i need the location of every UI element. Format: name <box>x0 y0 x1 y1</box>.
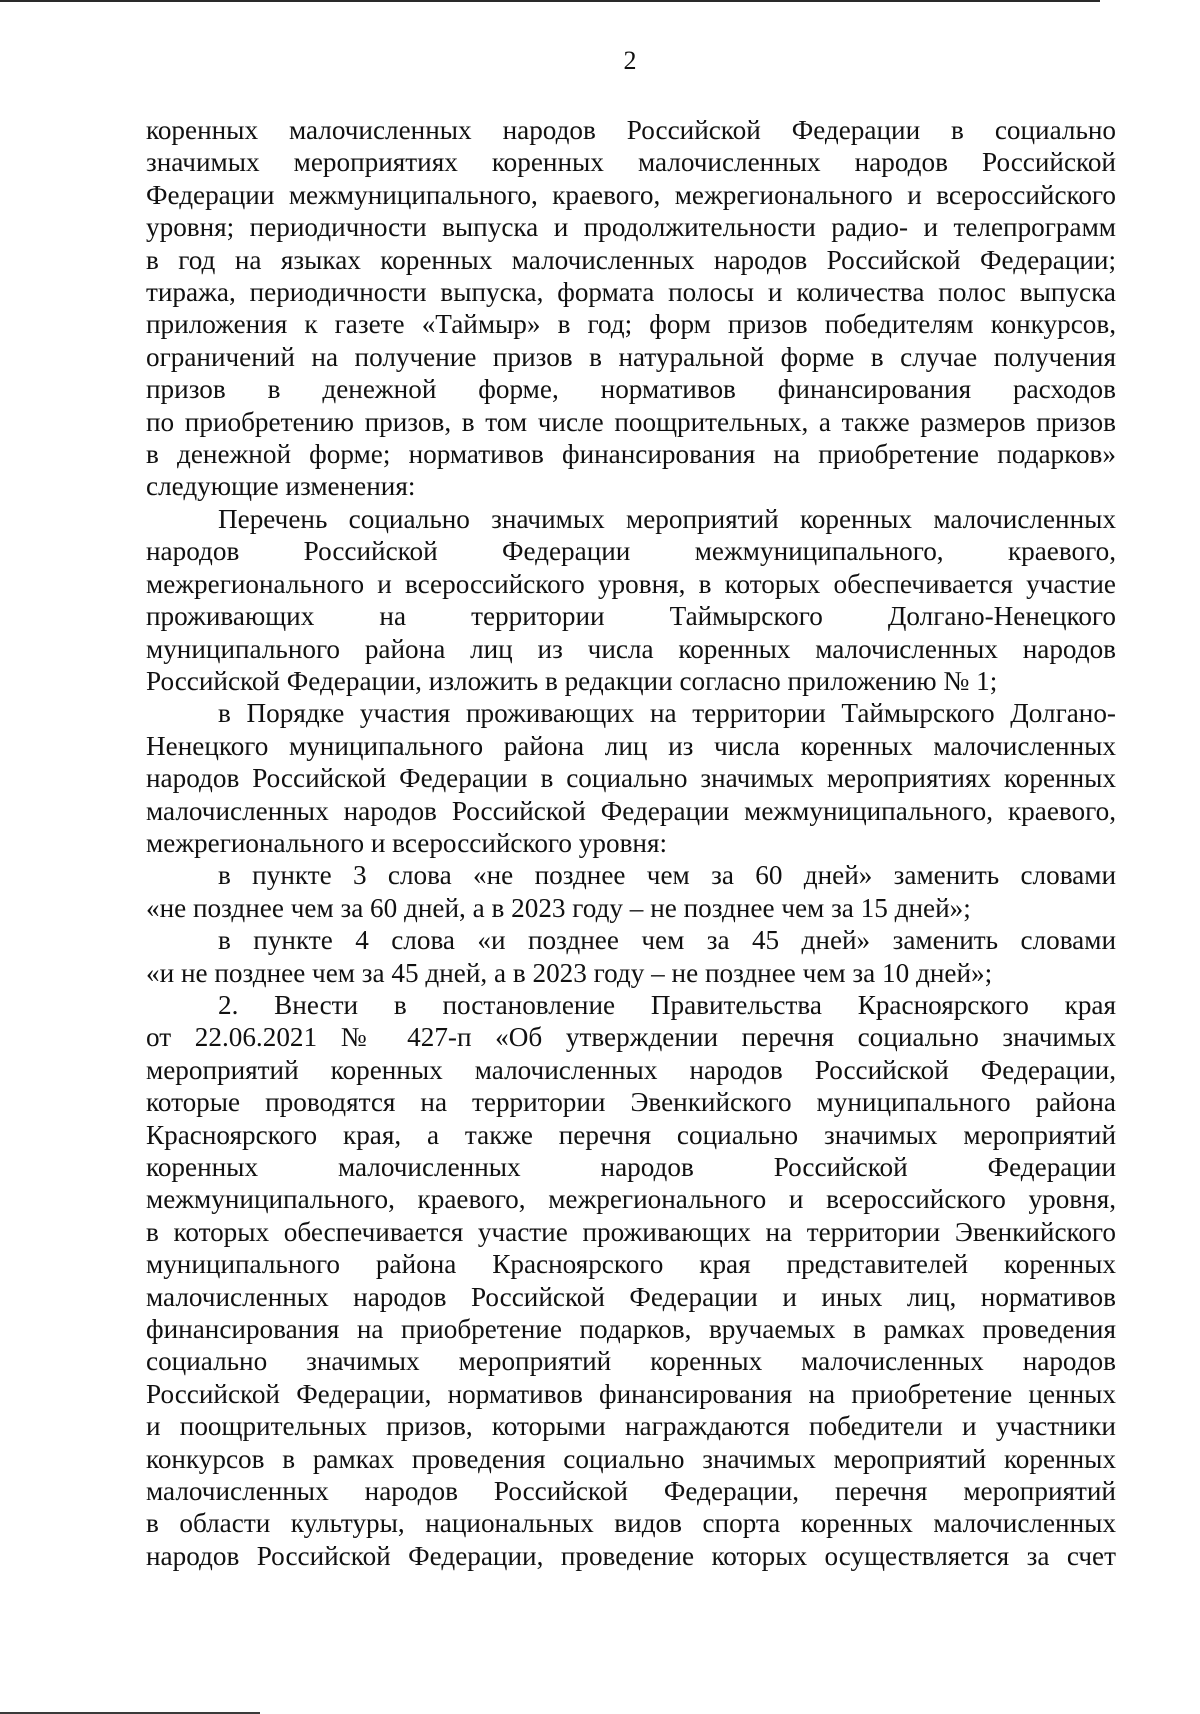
text-line: народов Российской Федерации межмуниципального, краевого, <box>146 536 1116 567</box>
text-line: которые проводятся на территории Эвенкийского муниципального района <box>146 1087 1116 1118</box>
text-line: Красноярского края, а также перечня социально значимых мероприятий <box>146 1119 1116 1150</box>
document-body <box>146 114 1116 1572</box>
text-line: малочисленных народов Российской Федерации и иных лиц, нормативов <box>146 1281 1116 1312</box>
text-line: Российской Федерации, изложить в редакции согласно приложению № 1; <box>146 665 998 696</box>
text-line: в денежной форме; нормативов финансирования на приобретение подарков» <box>146 439 1116 470</box>
text-line: уровня; периодичности выпуска и продолжительности радио- и телепрограмм <box>146 212 1116 243</box>
text-line: коренных малочисленных народов Российской Федерации <box>146 1152 1116 1182</box>
text-line: проживающих на территории Таймырского Долгано-Ненецкого <box>146 601 1116 632</box>
text-line: финансирования на приобретение подарков, вручаемых в рамках проведения <box>146 1314 1116 1345</box>
text-line: социально значимых мероприятий коренных малочисленных народов <box>146 1346 1116 1377</box>
text-line: народов Российской Федерации в социально значимых мероприятиях коренных <box>146 763 1116 794</box>
text-line: мероприятий коренных малочисленных народов Российской Федерации, <box>146 1054 1116 1085</box>
text-line: призов в денежной форме, нормативов финансирования расходов <box>146 374 1116 405</box>
scan-edge-top <box>0 0 1100 2</box>
text-line: межрегионального и всероссийского уровня, в которых обеспечивается участие <box>146 568 1116 599</box>
text-line: значимых мероприятиях коренных малочисленных народов Российской <box>146 147 1116 178</box>
text-line: и поощрительных призов, которыми награждаются победители и участники <box>146 1411 1116 1442</box>
text-line: малочисленных народов Российской Федерации, перечня мероприятий <box>146 1476 1116 1507</box>
paragraph-first-line: Перечень социально значимых мероприятий коренных малочисленных <box>218 503 1116 534</box>
page-number: 2 <box>623 46 637 75</box>
text-line: «не позднее чем за 60 дней, а в 2023 году – не позднее чем за 15 дней»; <box>146 892 971 923</box>
text-line: следующие изменения: <box>146 471 416 502</box>
text-line: Федерации межмуниципального, краевого, межрегионального и всероссийского <box>146 179 1116 210</box>
text-line: Ненецкого муниципального района лиц из числа коренных малочисленных <box>146 730 1116 761</box>
paragraph-first-line: в пункте 4 слова «и позднее чем за 45 дней» заменить словами <box>218 925 1116 956</box>
paragraph-first-line: 2. Внести в постановление Правительства Красноярского края <box>218 989 1116 1020</box>
text-line: в области культуры, национальных видов спорта коренных малочисленных <box>146 1508 1116 1539</box>
text-line: тиража, периодичности выпуска, формата полосы и количества полос выпуска <box>146 277 1116 308</box>
text-line: межрегионального и всероссийского уровня: <box>146 827 668 858</box>
text-line: от 22.06.2021 № 427-п «Об утверждении перечня социально значимых <box>146 1022 1116 1053</box>
text-line: в которых обеспечивается участие проживающих на территории Эвенкийского <box>146 1216 1116 1247</box>
text-line: Российской Федерации, нормативов финансирования на приобретение ценных <box>146 1378 1116 1409</box>
text-line: в год на языках коренных малочисленных народов Российской Федерации; <box>146 244 1116 275</box>
text-line: муниципального района Красноярского края представителей коренных <box>146 1249 1116 1280</box>
text-line: приложения к газете «Таймыр» в год; форм призов победителям конкурсов, <box>146 309 1116 340</box>
text-line: межмуниципального, краевого, межрегионального и всероссийского уровня, <box>146 1184 1116 1215</box>
paragraph-first-line: в пункте 3 слова «не позднее чем за 60 дней» заменить словами <box>218 860 1116 891</box>
paragraph-first-line: в Порядке участия проживающих на территории Таймырского Долгано- <box>218 698 1116 729</box>
text-line: коренных малочисленных народов Российской Федерации в социально <box>146 115 1116 145</box>
text-line: муниципального района лиц из числа коренных малочисленных народов <box>146 633 1116 664</box>
text-line: народов Российской Федерации, проведение которых осуществляется за счет <box>146 1540 1116 1571</box>
text-line: «и не позднее чем за 45 дней, а в 2023 году – не позднее чем за 10 дней»; <box>146 957 993 988</box>
text-line: по приобретению призов, в том числе поощрительных, а также размеров призов <box>146 406 1116 437</box>
text-line: малочисленных народов Российской Федерации межмуниципального, краевого, <box>146 795 1116 826</box>
text-line: конкурсов в рамках проведения социально значимых мероприятий коренных <box>146 1443 1116 1474</box>
text-line: ограничений на получение призов в натуральной форме в случае получения <box>146 341 1116 372</box>
